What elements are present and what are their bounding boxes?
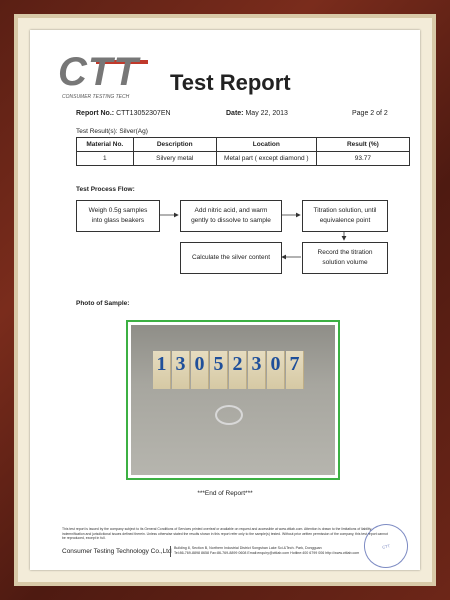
certificate-paper	[30, 30, 420, 570]
seal-text: CTT	[381, 542, 391, 550]
flow-step-line: solution volume	[322, 259, 368, 266]
flow-step-line: into glass beakers	[91, 217, 145, 224]
column-header: Material No.	[77, 138, 134, 152]
process-flow-label: Test Process Flow:	[76, 186, 135, 193]
table-cell: 1	[77, 152, 134, 166]
sample-photo	[131, 325, 335, 475]
number-block: 7	[286, 351, 304, 389]
report-number	[76, 110, 171, 117]
flow-step-record	[302, 242, 388, 274]
table-header-row	[77, 138, 410, 152]
footer-contact-line: Tel:86-769-8898 8658 Fax:86-769-8899 0608 Email:enquiry@cttlab.com Hotline:400 6799 006 http://www.cttlab.com	[174, 551, 360, 556]
results-table	[76, 137, 410, 166]
table-cell: 93.77	[316, 152, 409, 166]
column-header: Description	[133, 138, 216, 152]
photo-label: Photo of Sample:	[76, 300, 130, 307]
company-logo	[58, 50, 153, 108]
flow-step-calculate	[180, 242, 282, 274]
number-blocks	[153, 351, 313, 389]
number-block: 3	[248, 351, 266, 389]
report-date-label: Date:	[226, 110, 244, 117]
flow-step-line: Record the titration	[317, 248, 373, 256]
flow-step-line: Titration solution, until	[313, 206, 377, 214]
column-header: Location	[216, 138, 316, 152]
report-number-label: Report No.:	[76, 110, 115, 117]
report-date	[226, 110, 288, 117]
report-number-value: CTT13052307EN	[116, 110, 171, 117]
number-block: 0	[191, 351, 209, 389]
table-row	[77, 152, 410, 166]
table-cell: Metal part ( except diamond )	[216, 152, 316, 166]
footer-company-name: Consumer Testing Technology Co.,Ltd	[62, 548, 172, 555]
flow-step-line: Calculate the silver content	[191, 253, 271, 261]
number-block: 0	[267, 351, 285, 389]
page-title: Test Report	[170, 70, 291, 95]
flow-step-line: gently to dissolve to sample	[191, 217, 271, 224]
flow-step-dissolve	[180, 200, 282, 232]
flow-step-line: Add nitric acid, and warm	[194, 206, 268, 214]
number-block: 2	[229, 351, 247, 389]
flow-step-line: equivalence point	[319, 217, 371, 224]
disclaimer-text: This test report is issued by the company subject to its General Conditions of Services printed overleaf or available on request and accessible at www.cttlab.com. Attention is drawn to the limitations of liability, indemnification and jurisdictional issues defined therein. Unless otherwise stated the results shown in this report refer only to the sample(s) tested. Without prior written permission of the company, this test report cannot be reproduced, except in full.	[62, 527, 388, 541]
page-number: Page 2 of 2	[352, 110, 388, 117]
logo-text: CTT	[58, 50, 139, 94]
flow-step-titration	[302, 200, 388, 232]
column-header: Result (%)	[316, 138, 409, 152]
table-cell: Silvery metal	[133, 152, 216, 166]
number-block: 1	[153, 351, 171, 389]
flow-step-weigh	[76, 200, 160, 232]
number-block: 3	[172, 351, 190, 389]
report-date-value: May 22, 2013	[245, 110, 288, 117]
silver-ring	[215, 405, 243, 425]
flow-step-line: Weigh 0.5g samples	[88, 206, 148, 214]
sample-photo-frame	[126, 320, 340, 480]
test-result-label: Test Result(s): Silver(Ag)	[76, 128, 148, 135]
end-of-report: ***End of Report***	[197, 490, 253, 497]
footer-address-line: Building 8, Section B, Northern Industrial District Songshan Lake Sci.&Tech. Park, Dongguan	[174, 546, 322, 550]
logo-subtitle: CONSUMER TESTING TECH	[62, 94, 130, 100]
footer-address	[170, 546, 392, 557]
number-block: 5	[210, 351, 228, 389]
